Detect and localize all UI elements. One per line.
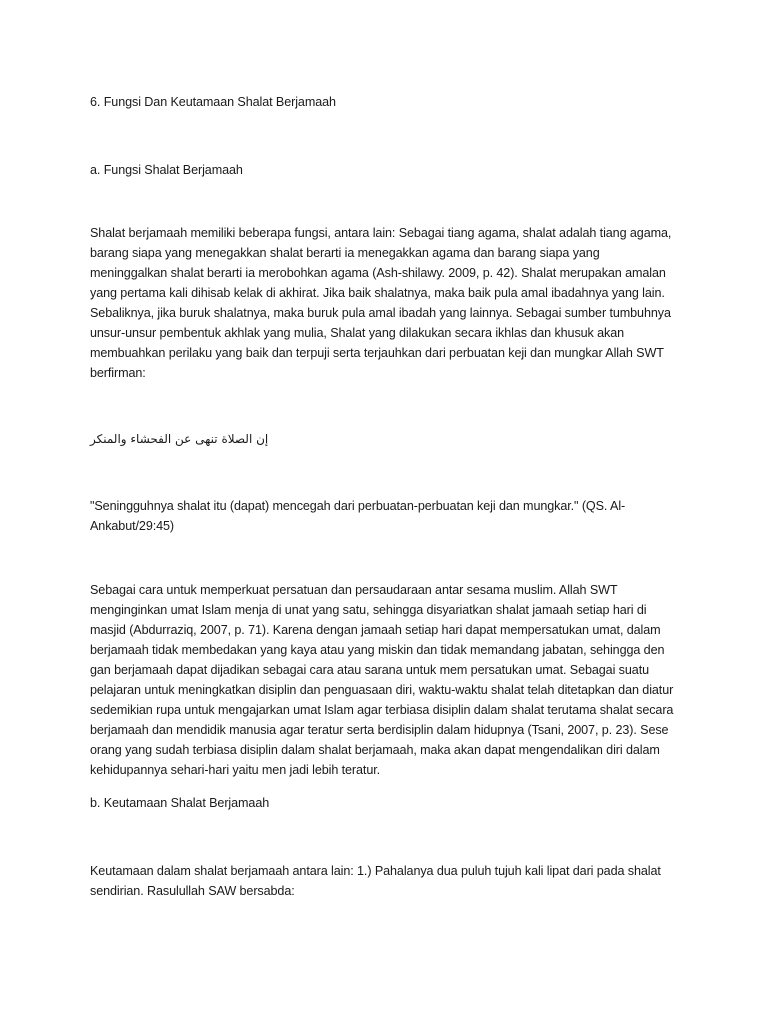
paragraph-keutamaan: Keutamaan dalam shalat berjamaah antara lain: 1.) Pahalanya dua puluh tujuh kali lipat dari pada shalat sendirian. Rasulullah SAW bersabda: (90, 864, 661, 898)
subheading-fungsi: a. Fungsi Shalat Berjamaah (90, 163, 243, 177)
paragraph-persatuan: Sebagai cara untuk memperkuat persatuan dan persaudaraan antar sesama muslim. Allah SWT menginginkan umat Islam menja di unat yang satu, sehingga disyariatkan shalat jamaah setiap hari di masjid (Abdurraziq, 2007, p. 71). Karena dengan jamaah setiap hari dapat mempersatukan umat, dalam berjamaah tidak membedakan yang kaya atau yang miskin dan tidak memandang jabatan, sehingga den gan berjamaah dapat dijadikan sebagai cara atau sarana untuk mem persatukan umat. Sebagai suatu pelajaran untuk meningkatkan disiplin dan penguasaan diri, waktu-waktu shalat telah ditetapkan dan diatur sedemikian rupa untuk mengajarkan umat Islam agar terbiasa disiplin dalam shalat terutama shalat secara berjamaah dan mendidik manusia agar teratur serta berdisiplin dalam hidupnya (Tsani, 2007, p. 23). Sese orang yang sudah terbiasa disiplin dalam shalat berjamaah, maka akan dapat mengendalikan diri dalam kehidupannya sehari-hari yaitu men jadi lebih teratur. (90, 583, 674, 777)
arabic-verse: إن الصلاة تنهى عن الفحشاء والمنكر (90, 432, 269, 446)
subheading-keutamaan: b. Keutamaan Shalat Berjamaah (90, 796, 270, 810)
paragraph-fungsi: Shalat berjamaah memiliki beberapa fungsi, antara lain: Sebagai tiang agama, shalat adalah tiang agama, barang siapa yang menegakkan shalat berarti ia menegakkan agama dan barang siapa yang meninggalkan shalat berarti ia merobohkan agama (Ash-shilawy. 2009, p. 42). Shalat merupakan amalan yang pertama kali dihisab kelak di akhirat. Jika baik shalatnya, maka baik pula amal ibadahnya yang lain. Sebaliknya, jika buruk shalatnya, maka buruk pula amal ibadah yang lainnya. Sebagai sumber tumbuhnya unsur-unsur pembentuk akhlak yang mulia, Shalat yang dilakukan secara ikhlas dan khusuk akan membuahkan perilaku yang baik dan terpuji serta terjauhkan dari perbuatan keji dan mungkar Allah SWT berfirman: (90, 226, 672, 380)
section-heading: 6. Fungsi Dan Keutamaan Shalat Berjamaah (90, 95, 336, 109)
translation-quote: "Seningguhnya shalat itu (dapat) mencegah dari perbuatan-perbuatan keji dan mungkar." (QS. Al-Ankabut/29:45) (90, 499, 626, 533)
